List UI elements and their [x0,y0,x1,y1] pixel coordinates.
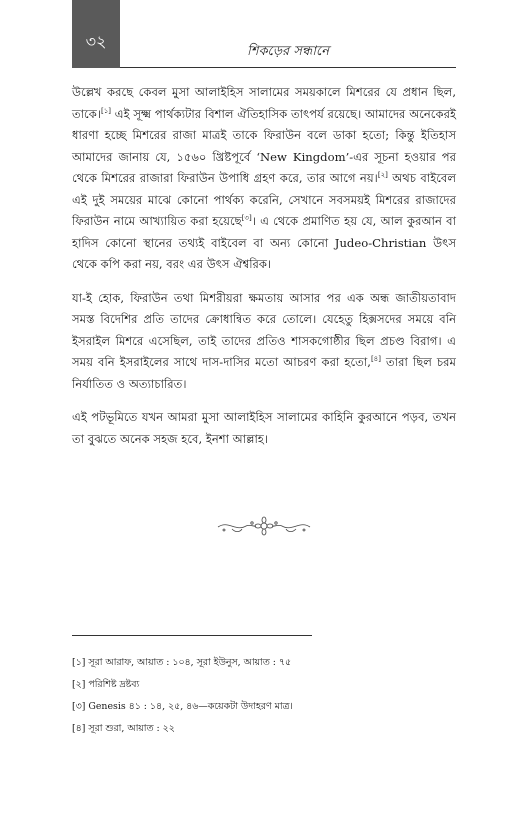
header-divider [120,67,456,68]
paragraph-text: যা-ই হোক, ফিরাউন তথা মিশরীয়রা ক্ষমতায় আসার পর এক অন্ধ জাতীয়তাবাদ সমস্ত বিদেশির প্রতি তাদের ক্রোধান্বিত করে তোলে। যেহেতু হিক্সসদের সময়ে বনি ইসরাইল মিশরে এসেছিল, তাই তাদের প্রতিও শাসকগোষ্ঠীর ছিল প্রচণ্ড বিরাগ। এ সময় বনি ইসরাইলের সাথে দাস-দাসির মতো আচরণ করা হতো, [72,290,456,369]
paragraph-text: অথচ বাইবেল এই দুই সময়ের মাঝে কোনো পার্থক্য করেনি, সেখানে সবসময়ই মিশরের রাজাদের ফিরাউন নামে আখ্যায়িত করা হয়েছে [72,171,456,228]
footnote-ref-4[interactable]: [৪] [370,355,381,364]
paragraph-text: । এ থেকে প্রমাণিত হয় যে, আল কুরআন বা হাদিস কোনো স্থানের তথ্যই বাইবেল বা অন্য কোনো Judeo-Christian উৎস থেকে কপি করা নয়, বরং এর উৎস ঐশ্বরিক। [72,214,456,271]
footnote-4: [৪] সূরা শুরা, আয়াত : ২২ [72,723,175,734]
footnote-ref-1[interactable]: [১] [100,106,111,115]
footnote-3: [৩] Genesis ৪১ : ১৪, ২৫, ৪৬—কয়েকটা উদাহরণ মাত্র। [72,701,293,712]
paragraph-text: তারা ছিল চরম নির্যাতিত ও অত্যাচারিত। [72,355,456,391]
paragraph-text: এই সূক্ষ্ম পার্থক্যটার বিশাল ঐতিহাসিক তাৎপর্য রয়েছে। আমাদের অনেকেরই ধারণা হচ্ছে মিশরের রাজা মাত্রই তাকে ফিরাউন বলে ডাকা হতো; কিন্তু ইতিহাস আমাদের জানায় যে, ১৫৬০ খ্রিষ্টপূর্বে ‘New Kingdom’-এর সূচনা হওয়ার পর থেকে মিশরের রাজারা ফিরাউন উপাধি গ্রহণ করে, তার আগে নয়। [72,106,456,185]
paragraph-3: এই পটভূমিতে যখন আমরা মুসা আলাইহিস সালামের কাহিনি কুরআনে পড়ব, তখন তা বুঝতে অনেক সহজ হবে, ইনশা আল্লাহ। [72,410,456,446]
flourish-icon [214,514,314,538]
footnote-ref-2[interactable]: [২] [377,171,388,180]
paragraph-2 [72,288,456,396]
page-number: ৩২ [85,32,107,51]
running-title: শিকড়ের সন্ধানে [247,44,329,59]
footnote-divider [72,635,312,636]
page-number-tab [72,0,120,68]
footnote-2: [২] পরিশিষ্ট দ্রষ্টব্য [72,679,140,690]
body-text [72,82,456,462]
floral-ornament [0,514,528,538]
footnote-ref-3[interactable]: [৩] [241,214,252,223]
footnotes [72,652,456,740]
footnote-1: [১] সূরা আরাফ, আয়াত : ১০৪, সূরা ইউনুস, আয়াত : ৭৫ [72,657,292,668]
paragraph-1 [72,82,456,276]
paragraph-text: উল্লেখ করছে কেবল মুসা আলাইহিস সালামের সময়কালে মিশরের যে প্রধান ছিল, তাকে। [72,85,456,121]
